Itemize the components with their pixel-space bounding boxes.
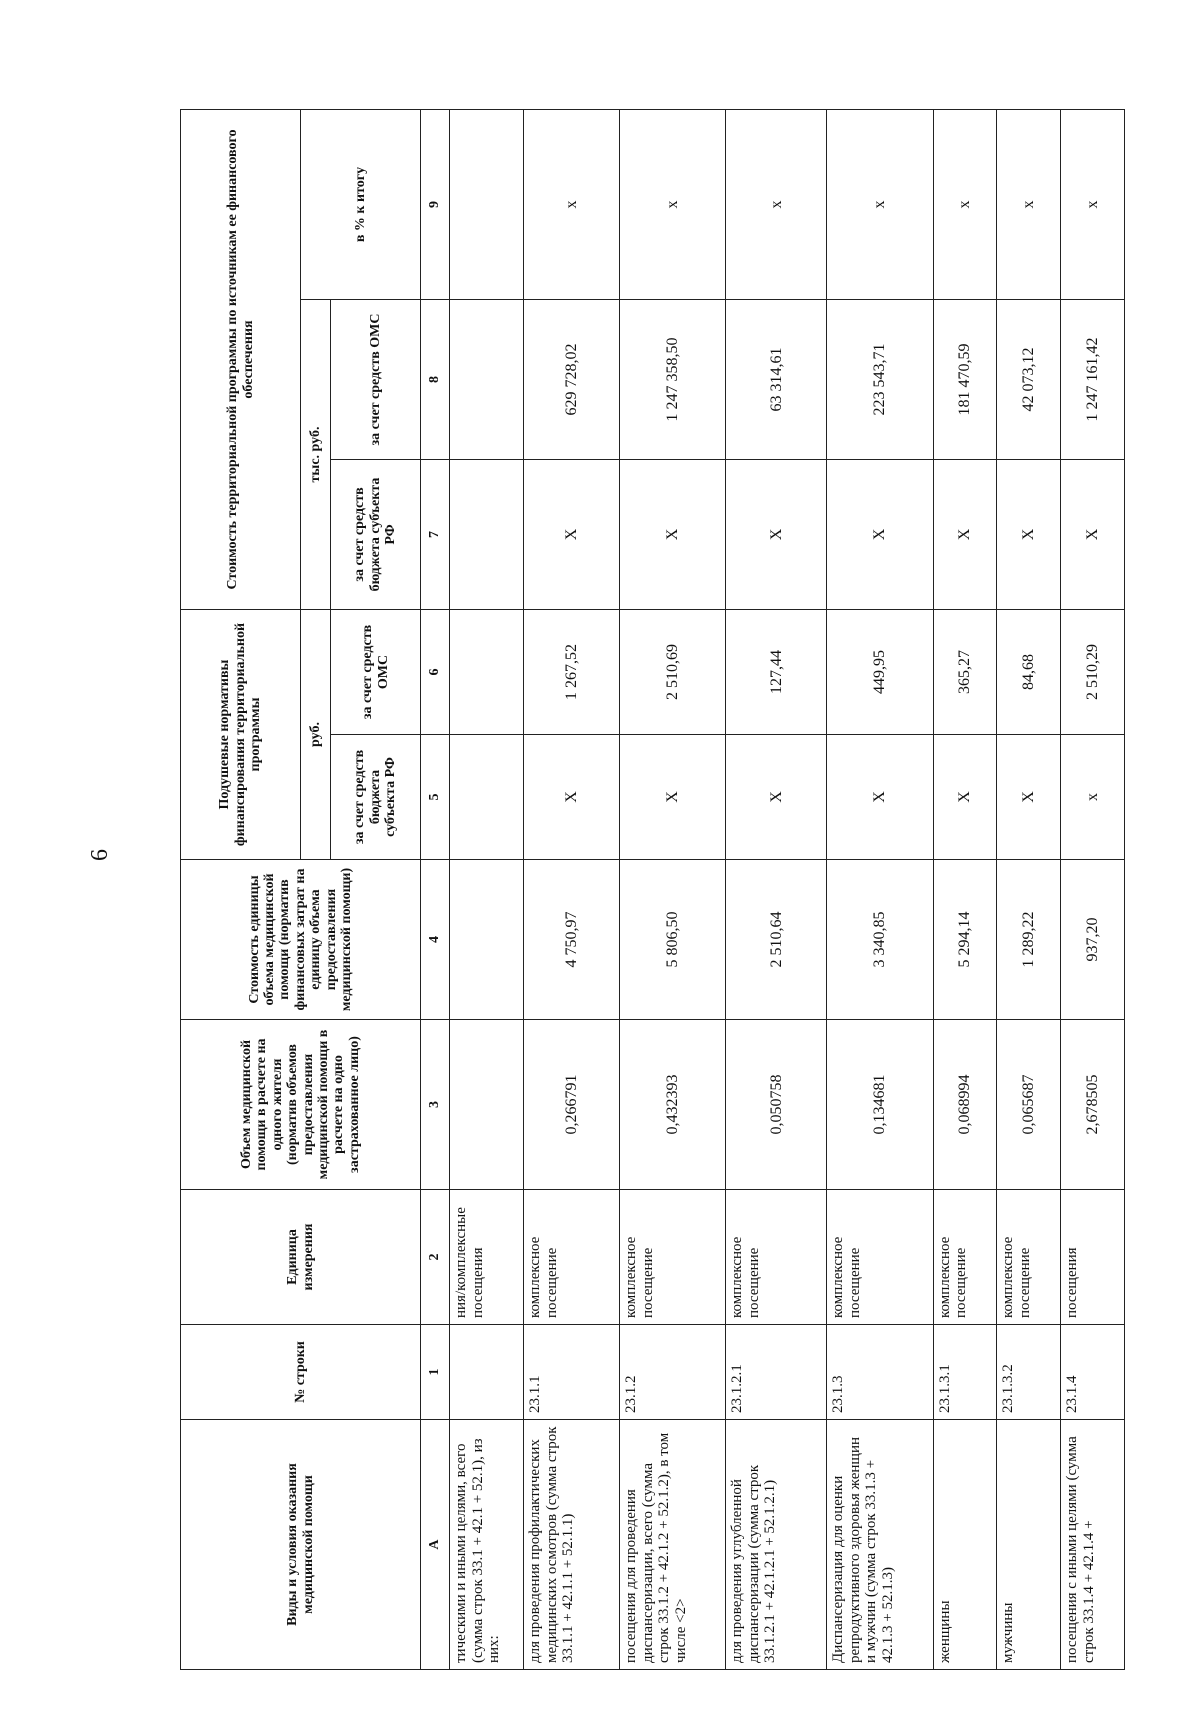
header-per-capita-unit: руб.: [301, 610, 331, 860]
row-budget-norm: Х: [620, 735, 726, 860]
row-line: 23.1.2.1: [726, 1325, 827, 1420]
row-percent: х: [726, 109, 827, 299]
row-oms-total: 63 314,61: [726, 300, 827, 460]
row-line: 23.1.3.2: [997, 1325, 1061, 1420]
row-oms-total: [450, 300, 524, 460]
row-percent: х: [997, 109, 1061, 299]
row-volume: 0,065687: [997, 1020, 1061, 1190]
rotated-table-container: [180, 110, 1125, 1670]
row-unit-cost: 3 340,85: [827, 860, 933, 1020]
row-percent: х: [620, 109, 726, 299]
row-oms-norm: 449,95: [827, 610, 933, 735]
column-index: 8: [421, 300, 450, 460]
row-percent: х: [827, 109, 933, 299]
header-unit: Единица измерения: [181, 1190, 421, 1325]
row-budget-norm: Х: [827, 735, 933, 860]
header-per-capita: Подушевые нормативы финансирования территориальной программы: [181, 610, 301, 860]
row-budget-total: Х: [1061, 460, 1125, 610]
row-percent: [450, 109, 524, 299]
row-budget-total: Х: [726, 460, 827, 610]
row-line: 23.1.2: [620, 1325, 726, 1420]
row-unit-cost: 1 289,22: [997, 860, 1061, 1020]
row-line: [450, 1325, 524, 1420]
row-volume: 2,678505: [1061, 1020, 1125, 1190]
row-oms-total: 629 728,02: [524, 300, 620, 460]
row-budget-total: Х: [524, 460, 620, 610]
row-volume: [450, 1020, 524, 1190]
row-kind: для проведения профилактических медицинских осмотров (сумма строк 33.1.1 + 42.1.1 + 52.1.1): [524, 1420, 620, 1670]
row-percent: х: [1061, 109, 1125, 299]
row-oms-norm: [450, 610, 524, 735]
header-per-capita-budget: за счет средств бюджета субъекта РФ: [331, 735, 421, 860]
table-row: [827, 109, 933, 1669]
row-volume: 0,050758: [726, 1020, 827, 1190]
row-kind: для проведения углубленной диспансеризации (сумма строк 33.1.2.1 + 42.1.2.1 + 52.1.2.1): [726, 1420, 827, 1670]
row-oms-total: 1 247 161,42: [1061, 300, 1125, 460]
header-program-cost-oms: за счет средств ОМС: [331, 300, 421, 460]
column-index: 7: [421, 460, 450, 610]
table-row: [1061, 109, 1125, 1669]
row-oms-norm: 365,27: [933, 610, 997, 735]
row-percent: х: [524, 109, 620, 299]
row-unit-cost: 4 750,97: [524, 860, 620, 1020]
table-row: [620, 109, 726, 1669]
row-line: 23.1.3: [827, 1325, 933, 1420]
row-kind: посещения для проведения диспансеризации, всего (сумма строк 33.1.2 + 42.1.2 + 52.1.2), в том числе <2>: [620, 1420, 726, 1670]
header-program-cost-unit: тыс. руб.: [301, 300, 331, 610]
row-unit: комплексное посещение: [620, 1190, 726, 1325]
row-unit: комплексное посещение: [726, 1190, 827, 1325]
row-unit-cost: 2 510,64: [726, 860, 827, 1020]
row-kind: тическими и иными целями, всего (сумма строк 33.1 + 42.1 + 52.1), из них:: [450, 1420, 524, 1670]
column-index: 6: [421, 610, 450, 735]
row-kind: Диспансеризация для оценки репродуктивного здоровья женщин и мужчин (сумма строк 33.1.3 + 42.1.3 + 52.1.3): [827, 1420, 933, 1670]
row-oms-total: 181 470,59: [933, 300, 997, 460]
row-volume: 0,266791: [524, 1020, 620, 1190]
row-unit-cost: [450, 860, 524, 1020]
financing-table: [180, 109, 1125, 1670]
header-kind: Виды и условия оказания медицинской помощи: [181, 1420, 421, 1670]
column-index: 9: [421, 109, 450, 299]
row-unit-cost: 937,20: [1061, 860, 1125, 1020]
column-index: 4: [421, 860, 450, 1020]
row-oms-norm: 2 510,29: [1061, 610, 1125, 735]
row-oms-total: 42 073,12: [997, 300, 1061, 460]
table-row: [726, 109, 827, 1669]
column-index-row: [421, 109, 450, 1669]
row-unit: комплексное посещение: [827, 1190, 933, 1325]
header-program-cost: Стоимость территориальной программы по источникам ее финансового обеспечения: [181, 109, 301, 609]
row-budget-total: Х: [827, 460, 933, 610]
table-row: [933, 109, 997, 1669]
row-kind: посещения с иными целями (сумма строк 33.1.4 + 42.1.4 +: [1061, 1420, 1125, 1670]
header-program-cost-budget: за счет средств бюджета субъекта РФ: [331, 460, 421, 610]
column-index: 3: [421, 1020, 450, 1190]
row-unit: комплексное посещение: [524, 1190, 620, 1325]
row-line: 23.1.4: [1061, 1325, 1125, 1420]
row-budget-total: Х: [620, 460, 726, 610]
row-oms-norm: 84,68: [997, 610, 1061, 735]
column-index: 5: [421, 735, 450, 860]
row-volume: 0,134681: [827, 1020, 933, 1190]
header-percent: в % к итогу: [301, 109, 421, 299]
row-oms-norm: 127,44: [726, 610, 827, 735]
row-oms-norm: 1 267,52: [524, 610, 620, 735]
column-index: А: [421, 1420, 450, 1670]
row-budget-norm: Х: [933, 735, 997, 860]
header-volume: Объем медицинской помощи в расчете на одного жителя (норматив объемов предоставления медицинской помощи в расчете на одно застрахованное лицо): [181, 1020, 421, 1190]
row-unit-cost: 5 294,14: [933, 860, 997, 1020]
row-budget-total: Х: [997, 460, 1061, 610]
header-line-number: № строки: [181, 1325, 421, 1420]
page-number: 6: [87, 849, 113, 861]
column-index: 1: [421, 1325, 450, 1420]
row-kind: женщины: [933, 1420, 997, 1670]
row-oms-total: 1 247 358,50: [620, 300, 726, 460]
table-row: [997, 109, 1061, 1669]
row-volume: 0,432393: [620, 1020, 726, 1190]
header-unit-cost: Стоимость единицы объема медицинской помощи (норматив финансовых затрат на единицу объема предоставления медицинской помощи): [181, 860, 421, 1020]
row-kind: мужчины: [997, 1420, 1061, 1670]
row-budget-total: [450, 460, 524, 610]
row-oms-total: 223 543,71: [827, 300, 933, 460]
row-unit: посещения: [1061, 1190, 1125, 1325]
row-budget-norm: Х: [524, 735, 620, 860]
row-budget-norm: [450, 735, 524, 860]
row-volume: 0,068994: [933, 1020, 997, 1190]
table-row: [524, 109, 620, 1669]
row-line: 23.1.1: [524, 1325, 620, 1420]
row-budget-norm: х: [1061, 735, 1125, 860]
row-budget-norm: Х: [726, 735, 827, 860]
row-budget-total: Х: [933, 460, 997, 610]
column-index: 2: [421, 1190, 450, 1325]
table-row: [450, 109, 524, 1669]
header-per-capita-oms: за счет средств ОМС: [331, 610, 421, 735]
row-oms-norm: 2 510,69: [620, 610, 726, 735]
row-unit: ния/комплексные посещения: [450, 1190, 524, 1325]
row-line: 23.1.3.1: [933, 1325, 997, 1420]
row-unit: комплексное посещение: [997, 1190, 1061, 1325]
row-unit: комплексное посещение: [933, 1190, 997, 1325]
row-budget-norm: Х: [997, 735, 1061, 860]
row-percent: х: [933, 109, 997, 299]
row-unit-cost: 5 806,50: [620, 860, 726, 1020]
